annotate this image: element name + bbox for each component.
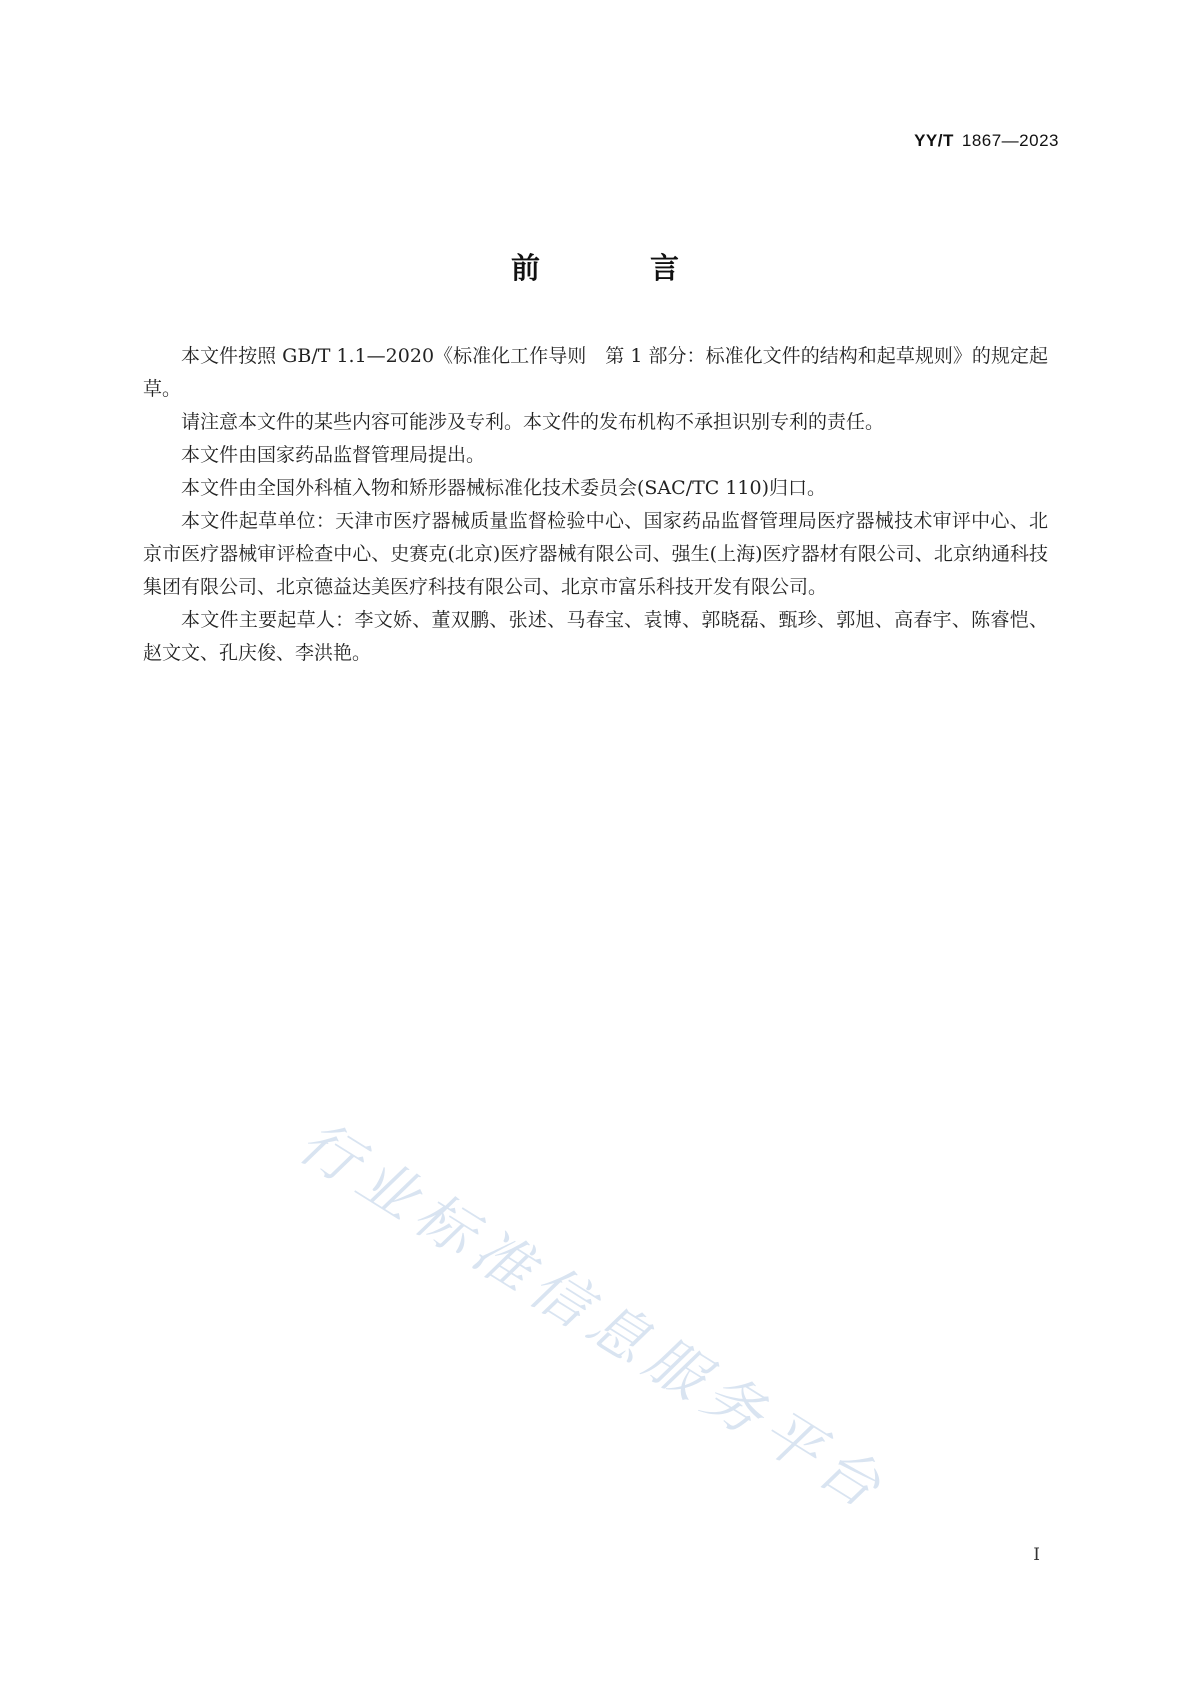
paragraph-drafting-rules: 本文件按照 GB/T 1.1—2020《标准化工作导则 第 1 部分：标准化文件的结构和起草规则》的规定起草。 <box>143 345 1048 400</box>
watermark: 行业标准信息服务平台 <box>287 1107 901 1526</box>
standard-number: 1867—2023 <box>961 131 1059 150</box>
paragraph-technical-committee: 本文件由全国外科植入物和矫形器械标准化技术委员会(SAC/TC 110)归口。 <box>181 477 827 499</box>
paragraph-proposer: 本文件由国家药品监督管理局提出。 <box>181 444 486 466</box>
paragraph-drafters: 本文件主要起草人：李文娇、董双鹏、张述、马春宝、袁博、郭晓磊、甄珍、郭旭、高春宇、陈睿恺、赵文文、孔庆俊、李洪艳。 <box>143 609 1048 664</box>
standard-prefix: YY/T <box>914 131 954 150</box>
paragraph-patent-notice: 请注意本文件的某些内容可能涉及专利。本文件的发布机构不承担识别专利的责任。 <box>181 411 885 433</box>
foreword-body <box>143 340 1048 670</box>
paragraph-drafting-units: 本文件起草单位：天津市医疗器械质量监督检验中心、国家药品监督管理局医疗器械技术审评中心、北京市医疗器械审评检查中心、史赛克(北京)医疗器械有限公司、强生(上海)医疗器材有限公司、北京纳通科技集团有限公司、北京德益达美医疗科技有限公司、北京市富乐科技开发有限公司。 <box>143 510 1048 598</box>
page-number: I <box>1033 1545 1040 1565</box>
standard-code <box>914 131 1059 151</box>
page-title: 前 言 <box>510 251 730 285</box>
